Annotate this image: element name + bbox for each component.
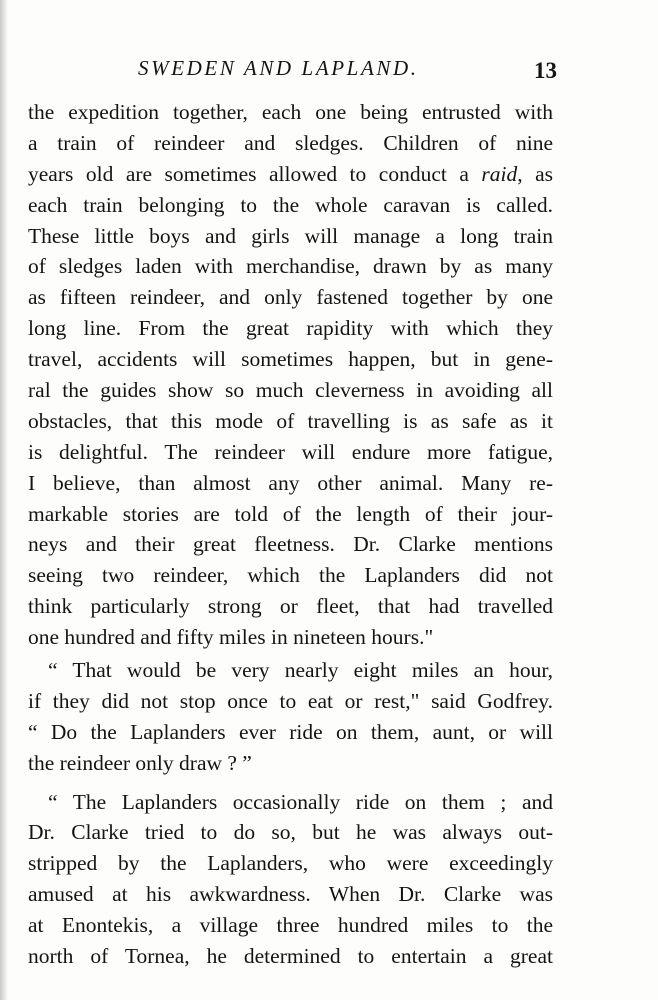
running-head-title: SWEDEN AND LAPLAND. <box>138 56 419 80</box>
text-line: seeing two reindeer, which the Laplanders did not <box>28 563 553 588</box>
text-line: at Enontekis, a village three hundred miles to the <box>28 913 553 938</box>
text-line: neys and their great fleetness. Dr. Clarke mentions <box>28 532 553 557</box>
text-line: north of Tornea, he determined to entertain a great <box>28 944 553 969</box>
text-line: “ The Laplanders occasionally ride on them ; and <box>48 789 553 814</box>
text-line: “ That would be very nearly eight miles an hour, <box>48 658 553 683</box>
text-line: ral the guides show so much cleverness in avoiding all <box>28 378 553 403</box>
text-line: think particularly strong or fleet, that had travelled <box>28 594 553 619</box>
text-line: “ Do the Laplanders ever ride on them, aunt, or will <box>28 719 553 744</box>
text-line: one hundred and fifty miles in nineteen hours." <box>28 625 434 650</box>
italic-word: raid <box>481 161 518 186</box>
text-line: of sledges laden with merchandise, drawn by as many <box>28 254 553 279</box>
text-line: long line. From the great rapidity with which they <box>28 316 553 341</box>
running-head <box>0 50 658 90</box>
text-line: I believe, than almost any other animal. Many re- <box>28 470 553 495</box>
text-line: These little boys and girls will manage a long train <box>28 223 553 248</box>
text-line: amused at his awkwardness. When Dr. Clarke was <box>28 882 553 907</box>
text-line: a train of reindeer and sledges. Children of nine <box>28 130 553 155</box>
text-line: obstacles, that this mode of travelling is as safe as it <box>28 408 553 433</box>
text-line: markable stories are told of the length of their jour- <box>28 501 553 526</box>
text-line: if they did not stop once to eat or rest," said Godfrey. <box>28 688 553 713</box>
text-line: is delightful. The reindeer will endure more fatigue, <box>28 439 553 464</box>
text-line: the reindeer only draw ? ” <box>28 750 252 775</box>
page-number: 13 <box>534 58 557 83</box>
text-line: as fifteen reindeer, and only fastened together by one <box>28 285 553 310</box>
body-text <box>28 97 553 972</box>
text-line: Dr. Clarke tried to do so, but he was always out- <box>28 820 553 845</box>
text-line: each train belonging to the whole caravan is called. <box>28 192 553 217</box>
gutter-shadow <box>0 0 8 1000</box>
text-line: stripped by the Laplanders, who were exceedingly <box>28 851 553 876</box>
text-line: the expedition together, each one being entrusted with <box>28 100 553 124</box>
text-line: travel, accidents will sometimes happen, but in gene- <box>28 347 553 372</box>
text-line: years old are sometimes allowed to conduct a raid, as <box>28 161 553 186</box>
